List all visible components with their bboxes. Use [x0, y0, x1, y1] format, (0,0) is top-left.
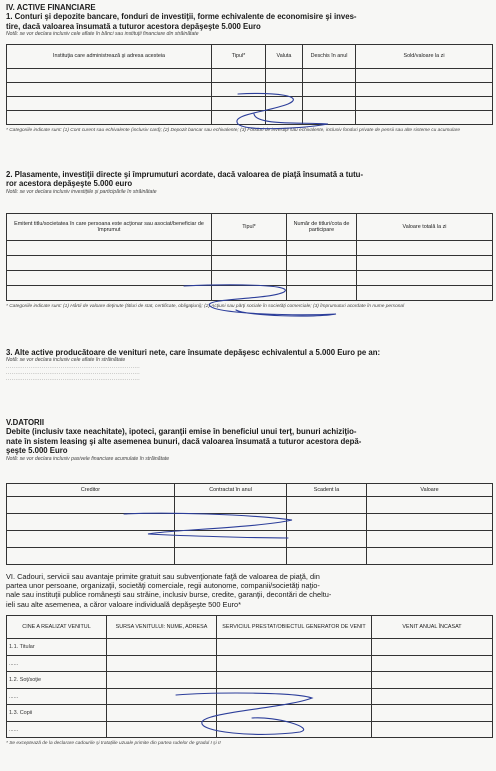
table-row	[7, 531, 493, 548]
column-header: Contractat în anul	[175, 484, 287, 497]
column-header: Tipul*	[212, 214, 287, 241]
column-header: Creditor	[7, 484, 175, 497]
column-header: Sold/valoare la zi	[356, 45, 493, 69]
debts-table	[6, 483, 493, 565]
column-header: Instituţia care administrează şi adresa acesteia	[7, 45, 212, 69]
row-label: 1.1. Titular	[7, 639, 107, 656]
section-heading: şeşte 5.000 Euro	[6, 446, 68, 456]
column-header: Valoare	[367, 484, 493, 497]
section-note: Notă: se vor declara inclusiv pasivele financiare acumulate în străinătate	[6, 455, 170, 462]
section-heading: nate în sistem leasing şi alte asemenea bunuri, dacă valoarea însumată a tuturor acestora depă-	[6, 436, 362, 446]
table-row	[7, 689, 493, 705]
column-header: Valoare totală la zi	[357, 214, 493, 241]
table-row	[7, 639, 493, 656]
footnote: * Categoriile indicate sunt: (1) Cont curent sau echivalente (inclusiv card); (2) Depozit bancar sau echivalente; (3) Fonduri de investiţii sau echivalente, inclusiv fonduri private de pensii sau alte sisteme cu acumulare	[6, 128, 461, 133]
investments-table	[6, 213, 493, 301]
row-label: ......	[7, 689, 107, 705]
table-row	[7, 514, 493, 531]
accounts-table	[6, 44, 493, 125]
column-header: Tipul*	[212, 45, 266, 69]
section-gifts	[6, 572, 492, 609]
subsection-other-assets	[6, 348, 492, 382]
row-label: ......	[7, 656, 107, 672]
section-paragraph: ieli sau alte asemenea, a căror valoare individuală depăşeşte 500 Euro*	[6, 599, 242, 609]
column-header: Valuta	[266, 45, 303, 69]
dotted-line: .......................................................................	[6, 363, 141, 370]
subsection-note: Notă: se vor declara inclusiv cele aflate în bănci sau instituţii financiare din străinătate	[6, 31, 199, 38]
section-title: IV. ACTIVE FINANCIARE	[6, 3, 96, 12]
column-header: Deschis în anul	[303, 45, 356, 69]
subsection-note: Notă: se vor declara inclusiv cele aflate în străinătate	[6, 357, 126, 364]
column-header: CINE A REALIZAT VENITUL	[7, 616, 107, 639]
column-header: SERVICIUL PRESTAT/OBIECTUL GENERATOR DE VENIT	[217, 616, 372, 639]
section-paragraph: nale sau instituţii publice româneşti sau străine, inclusiv burse, credite, garanţii, decontări de cheltu-	[6, 590, 332, 600]
subsection-investments	[6, 170, 492, 195]
table-row	[7, 656, 493, 672]
subsection-heading: 2. Plasamente, investiţii directe şi împrumuturi acordate, dacă valoarea de piaţă însumată a tutu-	[6, 170, 364, 179]
dotted-line: .......................................................................	[6, 369, 141, 376]
table-row	[7, 241, 493, 256]
section-paragraph: VI. Cadouri, servicii sau avantaje primite gratuit sau subvenţionate faţă de valoarea de piaţă, din	[6, 572, 320, 581]
column-header: Scadent la	[287, 484, 367, 497]
table-row	[7, 83, 493, 97]
dotted-line: .......................................................................	[6, 375, 141, 382]
subsection-heading: tire, dacă valoarea însumată a tuturor acestora depăşeşte 5.000 Euro	[6, 21, 261, 31]
accounts-table-wrap	[6, 44, 492, 134]
column-header: Număr de titluri/cota de participare	[287, 214, 357, 241]
subsection-note: Notă: se vor declara inclusiv investiţiile şi participările în străinătate	[6, 188, 157, 195]
table-row	[7, 705, 493, 722]
section-financial-assets	[6, 3, 492, 37]
section-debts	[6, 418, 492, 462]
table-row	[7, 97, 493, 111]
declaration-page	[6, 0, 492, 771]
section-paragraph: partea unor persoane, organizaţii, societăţi comerciale, regii autonome, companii/societăţi naţio-	[6, 581, 320, 591]
footnote: * Se exceptează de la declarare cadourile şi tratațiile uzuale primite din partea rudelor de gradul I şi II	[6, 741, 221, 746]
table-row	[7, 497, 493, 514]
table-row	[7, 271, 493, 286]
subsection-heading: ror acestora depăşeşte 5.000 euro	[6, 179, 133, 189]
section-title: V.DATORII	[6, 418, 44, 427]
table-row	[7, 256, 493, 271]
column-header: VENIT ANUAL ÎNCASAT	[372, 616, 493, 639]
table-row	[7, 722, 493, 738]
table-row	[7, 672, 493, 689]
column-header: Emitent titlu/societatea în care persoana este acţionar sau asociat/beneficiar de împrumut	[7, 214, 212, 241]
table-row	[7, 286, 493, 301]
investments-table-wrap	[6, 213, 492, 310]
row-label: ......	[7, 722, 107, 738]
gifts-table-wrap	[6, 615, 492, 747]
subsection-heading: 1. Conturi şi depozite bancare, fonduri de investiţii, forme echivalente de economisire şi inves-	[6, 12, 357, 22]
row-label: 1.3. Copii	[7, 705, 107, 722]
subsection-heading: 3. Alte active producătoare de venituri nete, care însumate depăşesc echivalentul a 5.000 Euro pe an:	[6, 348, 381, 357]
section-heading: Debite (inclusiv taxe neachitate), ipoteci, garanţii emise în beneficiul unui terţ, bunuri achiziţio-	[6, 427, 357, 437]
table-row	[7, 111, 493, 125]
debts-table-wrap	[6, 483, 492, 565]
footnote: * Categoriile indicate sunt: (1) Hârtii de valoare deţinute (titluri de stat, certificate, obligaţiuni); (2) Acţiuni sau părţi sociale în societăţi comerciale; (3) Împrumuturi acordate în nume personal	[6, 304, 405, 309]
table-row	[7, 69, 493, 83]
gifts-table	[6, 615, 493, 738]
table-row	[7, 548, 493, 565]
row-label: 1.2. Soţ/soţie	[7, 672, 107, 689]
column-header: SURSA VENITULUI: NUME, ADRESA	[107, 616, 217, 639]
